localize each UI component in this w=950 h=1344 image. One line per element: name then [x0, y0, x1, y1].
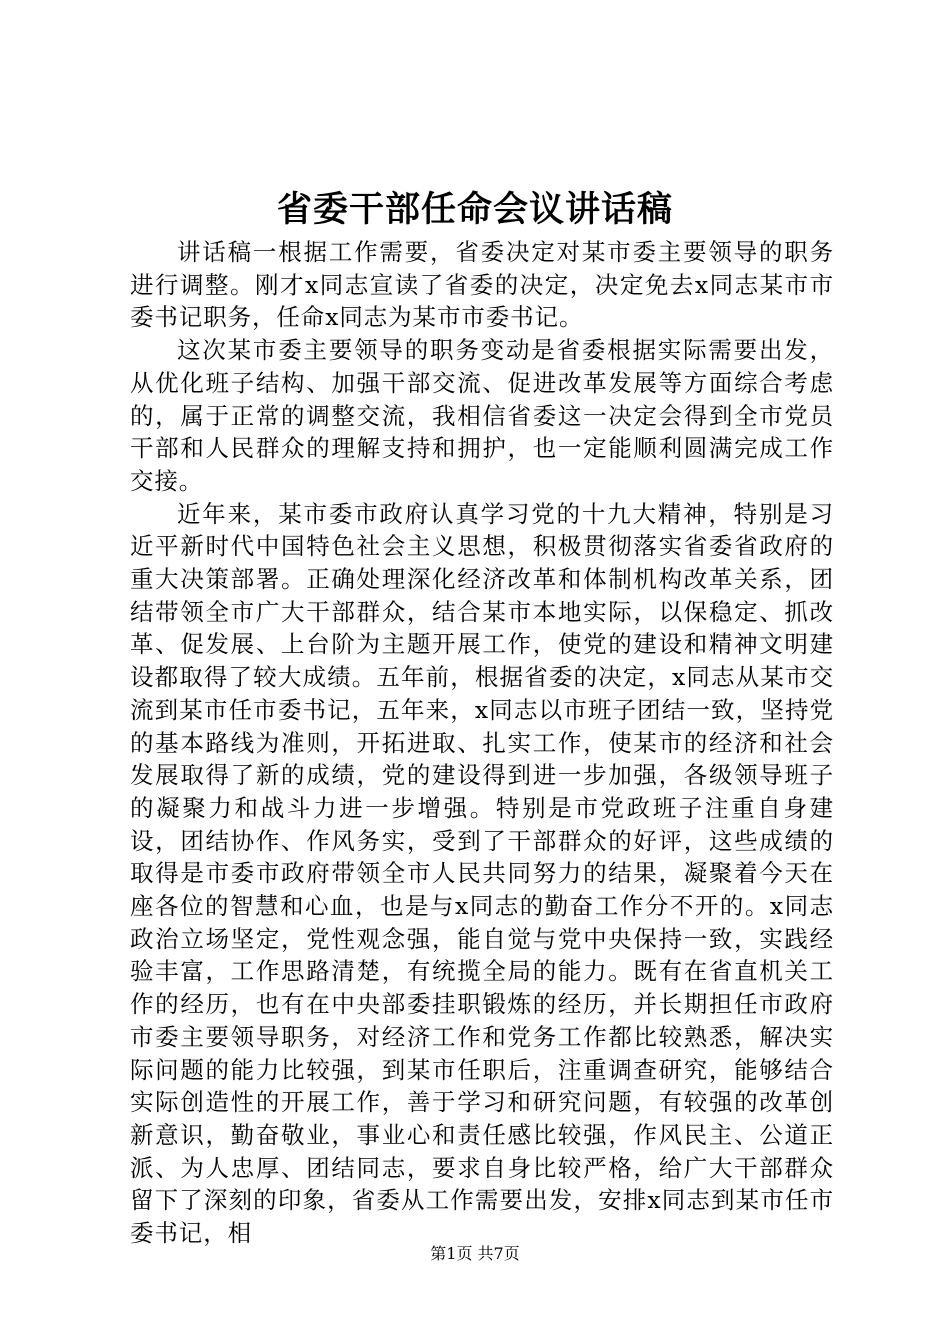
paragraph: 这次某市委主要领导的职务变动是省委根据实际需要出发，从优化班子结构、加强干部交流、促进改革发展等方面综合考虑的，属于正常的调整交流，我相信省委这一决定会得到全市党员干部和人民群众的理解支持和拥护，也一定能顺利圆满完成工作交接。: [130, 336, 834, 495]
document-body: [130, 236, 834, 1250]
paragraph: 讲话稿一根据工作需要，省委决定对某市委主要领导的职务进行调整。刚才x同志宣读了省委的决定，决定免去x同志某市市委书记职务，任命x同志为某市市委书记。: [130, 238, 834, 332]
paragraph: 近年来，某市委市政府认真学习党的十九大精神，特别是习近平新时代中国特色社会主义思想，积极贯彻落实省委省政府的重大决策部署。正确处理深化经济改革和体制机构改革关系，团结带领全市广大干部群众，结合某市本地实际，以保稳定、抓改革、促发展、上台阶为主题开展工作，使党的建设和精神文明建设都取得了较大成绩。五年前，根据省委的决定，x同志从某市交流到某市任市委书记，五年来，x同志以市班子团结一致，坚持党的基本路线为准则，开拓进取、扎实工作，使某市的经济和社会发展取得了新的成绩，党的建设得到进一步加强，各级领导班子的凝聚力和战斗力进一步增强。特别是市党政班子注重自身建设，团结协作、作风务实，受到了干部群众的好评，这些成绩的取得是市委市政府带领全市人民共同努力的结果，凝聚着今天在座各位的智慧和心血，也是与x同志的勤奋工作分不开的。x同志政治立场坚定，党性观念强，能自觉与党中央保持一致，实践经验丰富，工作思路清楚，有统揽全局的能力。既有在省直机关工作的经历，也有在中央部委挂职锻炼的经历，并长期担任市政府市委主要领导职务，对经济工作和党务工作都比较熟悉，解决实际问题的能力比较强，到某市任职后，注重调查研究，能够结合实际创造性的开展工作，善于学习和研究问题，有较强的改革创新意识，勤奋敬业，事业心和责任感比较强，作风民主、公道正派、为人忠厚、团结同志，要求自身比较严格，给广大干部群众留下了深刻的印象，省委从工作需要出发，安排x同志到某市任市委书记，相: [130, 499, 834, 1248]
document-title: 省委干部任命会议讲话稿: [276, 189, 673, 230]
page-number-footer: 第1页 共7页: [430, 1244, 520, 1263]
